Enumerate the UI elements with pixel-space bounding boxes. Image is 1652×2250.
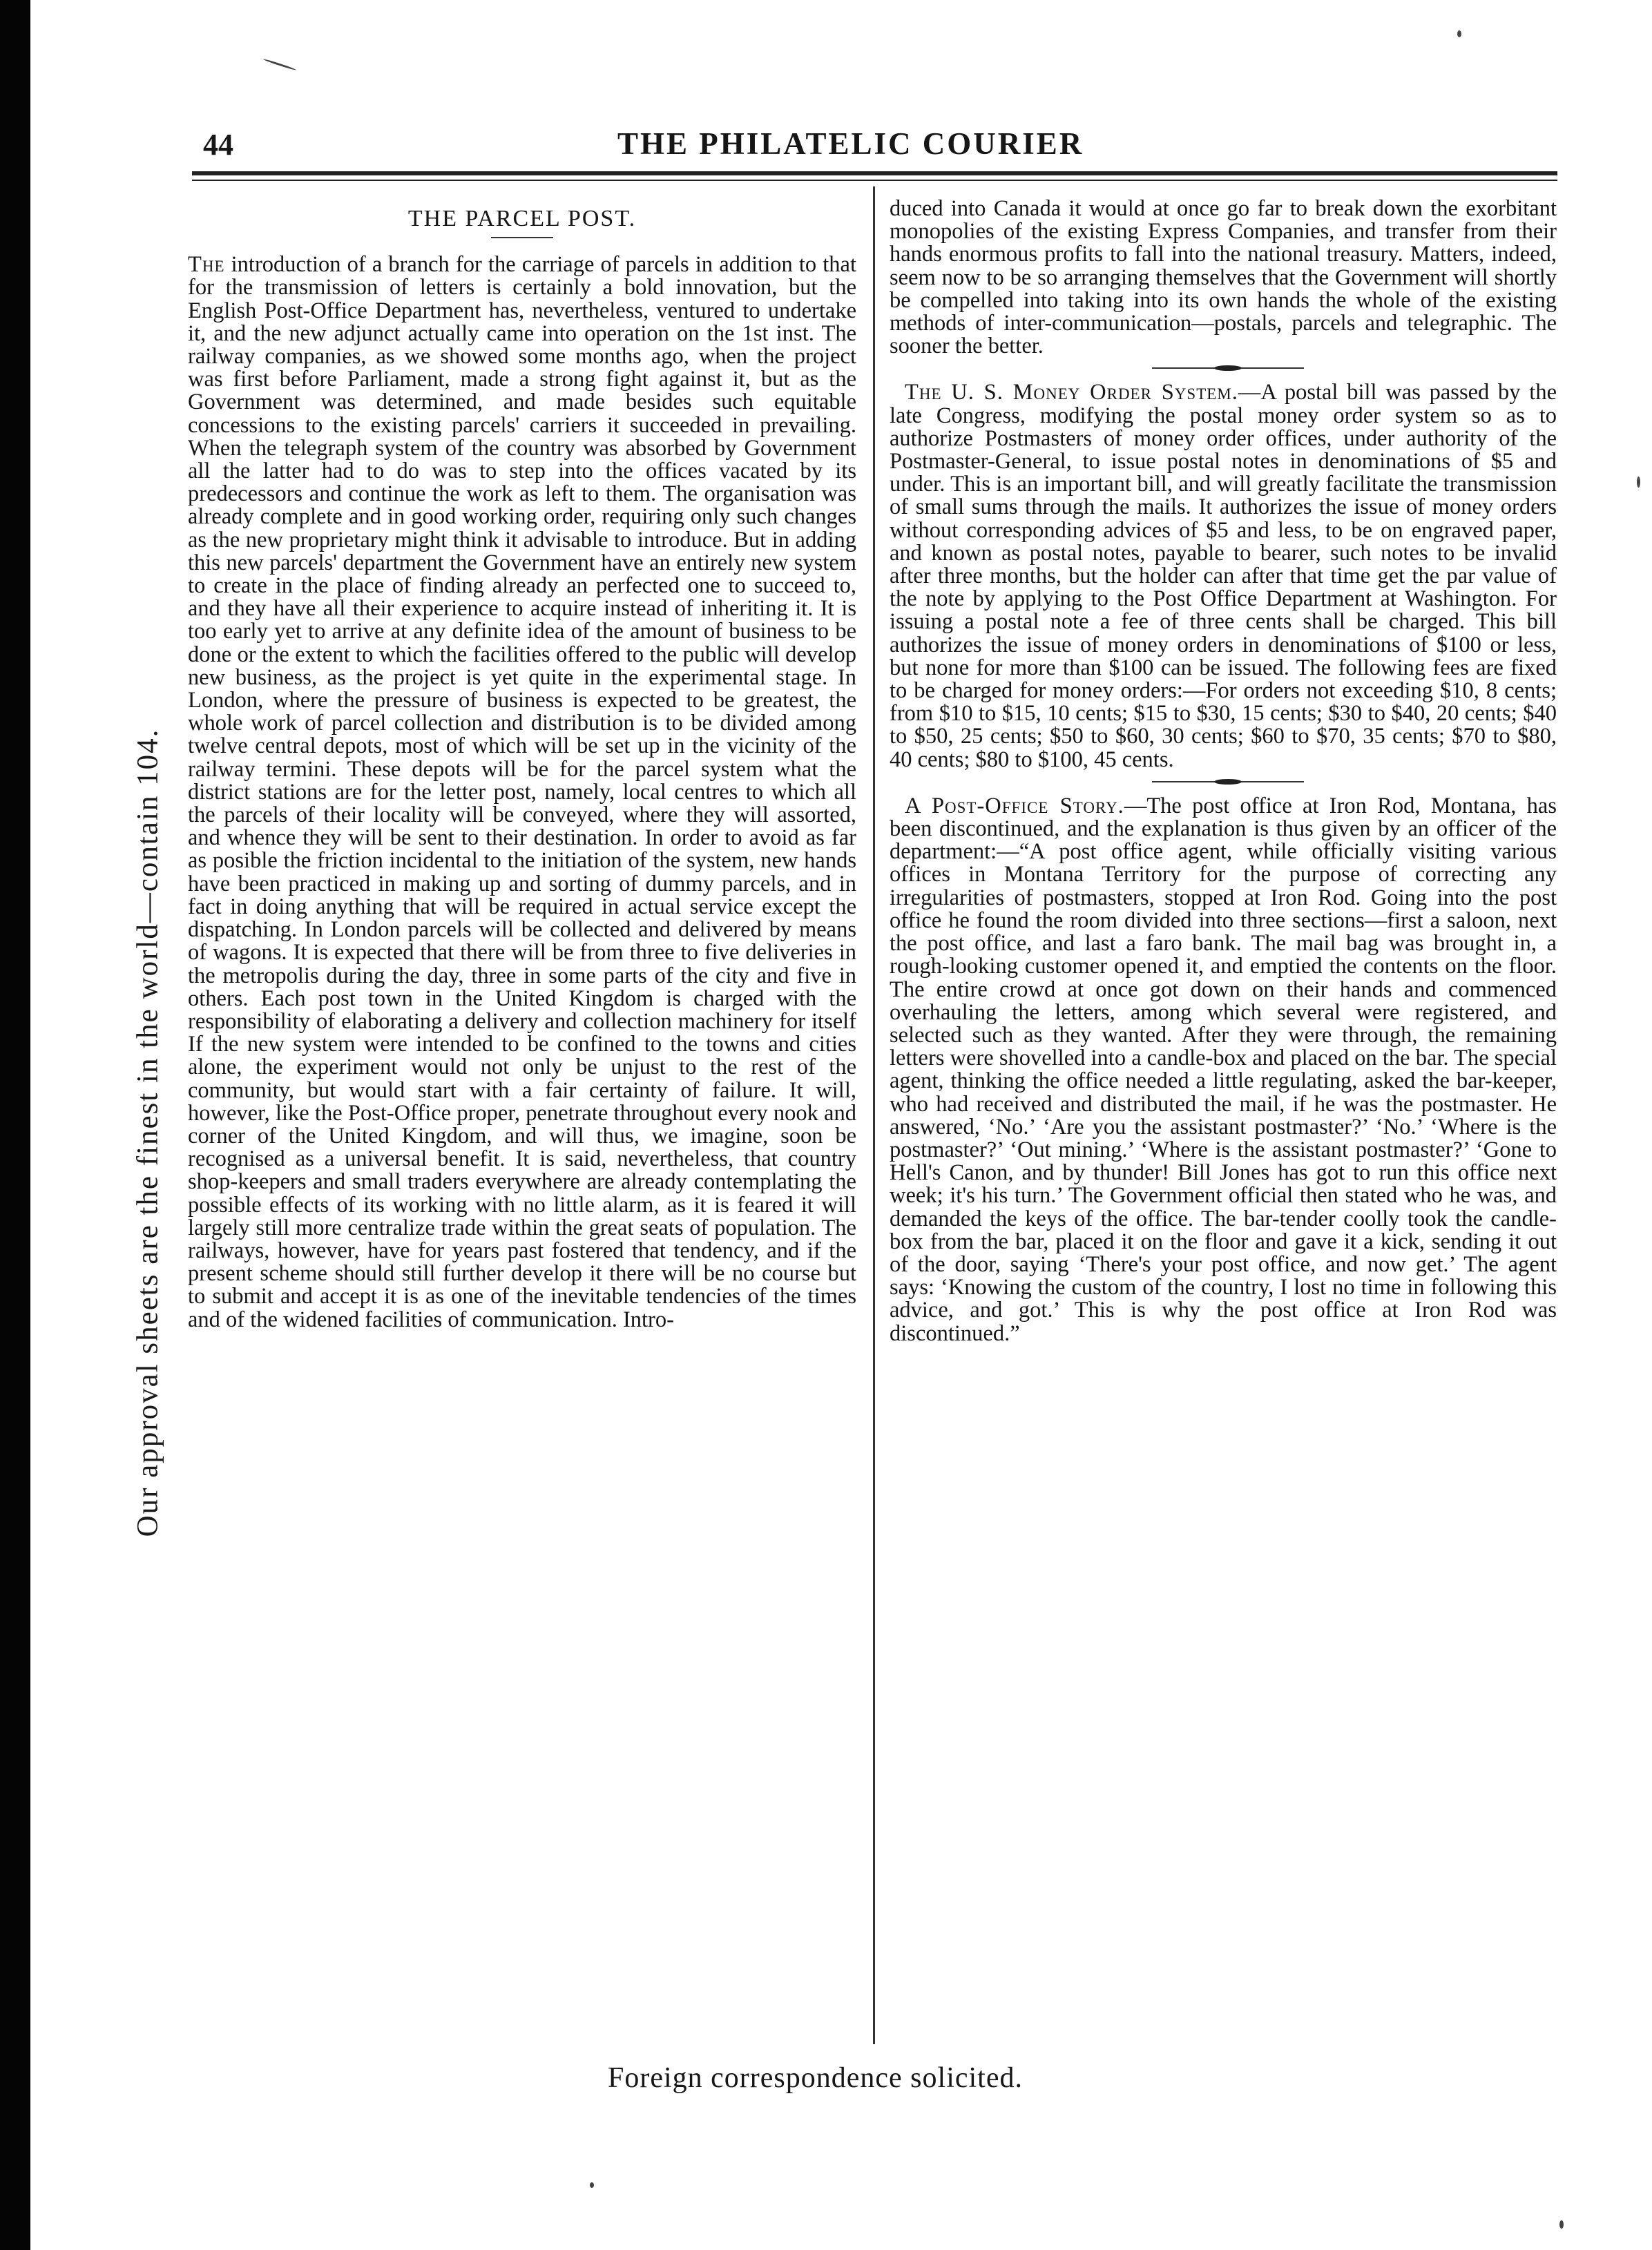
section-divider xyxy=(890,774,1557,789)
scan-mark xyxy=(1637,477,1640,488)
header-rule-thick xyxy=(192,171,1557,175)
post-office-story-text: —The post office at Iron Rod, Montana, has been discontinued, and the explanation is thus given by an officer of the department:—“A post office agent, while officially visiting various offices in Montana Territory for the purpose of correcting any irregularities of postmasters, stopped at Iron Rod. Going into the post office he found the room divided into three sections—first a saloon, next the post office, and last a faro bank. The mail bag was brought in, a rough-looking customer opened it, and emptied the contents on the floor. The entire crowd at once got down on their hands and commenced overhauling the letters, among which several were registered, and selected such as they wanted. After they were through, the remaining letters were shovelled into a candle-box and placed on the bar. The special agent, thinking the office needed a little regulating, asked the bar-keeper, who had received and distributed the mail, if he was the postmaster. He answered, ‘No.’ ‘Are you the assistant postmaster?’ ‘No.’ ‘Where is the postmaster?’ ‘Out mining.’ ‘Where is the assistant postmaster?’ ‘Gone to Hell's Canon, and by thunder! Bill Jones has got to run this office next week; it's his turn.’ The Government official then stated who he was, and demanded the keys of the office. The bar-tender coolly took the candle-box from the bar, placed it on the floor and gave it a kick, sending it out of the door, saying ‘There's your post office, and now get.’ The agent says: ‘Knowing the custom of the country, I lost no time in following this advice, and got.’ This is why the post office at Iron Rod was discontinued.” xyxy=(890,793,1557,1346)
post-office-story-heading: A Post-Office Story. xyxy=(905,793,1124,818)
vertical-advertisement: Our approval sheets are the finest in the world—contain 104. xyxy=(131,728,164,1537)
lead-word: The xyxy=(188,252,225,278)
money-order-heading: The U. S. Money Order System. xyxy=(905,380,1238,405)
section-divider xyxy=(890,360,1557,376)
header-rule-thin xyxy=(192,180,1557,181)
title-rule xyxy=(491,237,553,238)
page-number: 44 xyxy=(203,128,233,162)
parcel-post-continuation: duced into Canada it would at once go far to break down the exorbitant monopolies of the existing Express Companies, and transfer from their hands enormous profits to fall into the national treasury. Matters, indeed, seem now to be so arranging themselves that the Government will shortly be compelled into taking into its own hands the whole of the existing methods of inter-communication—postals, parcels and telegraphic. The sooner the better. xyxy=(890,196,1557,359)
post-office-story-article xyxy=(890,795,1557,1345)
column-divider xyxy=(873,186,875,2044)
scan-mark xyxy=(1559,2220,1564,2229)
scan-mark xyxy=(590,2182,594,2188)
scan-mark xyxy=(1457,30,1461,37)
money-order-text: —A postal bill was passed by the late Congress, modifying the postal money order system so as to authorize Postmasters of money order offices, under authority of the Postmaster-General, to issue postal notes in denominations of $5 and under. This is an important bill, and will greatly facilitate the transmission of small sums through the mails. It authorizes the issue of money orders without corresponding advices of $5 and less, to be on engraved paper, and known as postal notes, payable to bearer, such notes to be invalid after three months, but the holder can after that time get the par value of the note by applying to the Post Office Department at Washington. For issuing a postal note a fee of three cents shall be charged. This bill authorizes the issue of money orders in denominations of $100 or less, but none for more than $100 can be issued. The following fees are fixed to be charged for money orders:—For orders not exceeding $10, 8 cents; from $10 to $15, 10 cents; $15 to $30, 15 cents; $30 to $40, 20 cents; $40 to $50, 25 cents; $50 to $60, 30 cents; $60 to $70, 35 cents; $70 to $80, 40 cents; $80 to $100, 45 cents. xyxy=(890,380,1557,772)
scan-edge-bar xyxy=(0,0,30,2250)
footer-notice: Foreign correspondence solicited. xyxy=(608,2062,1023,2094)
money-order-article xyxy=(890,381,1557,771)
article-body xyxy=(188,253,856,1331)
running-head: THE PHILATELIC COURIER xyxy=(617,126,1084,161)
left-column xyxy=(188,198,856,1331)
right-column xyxy=(890,198,1557,1345)
scan-mark xyxy=(263,58,296,70)
parcel-post-text: introduction of a branch for the carriage of parcels in addition to that for the transmission of letters is certainly a bold innovation, but the English Post-Office Department has, nevertheless, ventured to undertake it, and the new adjunct actually came into operation on the 1st inst. The railway companies, as we showed some months ago, when the project was first before Parliament, made a strong fight against it, but as the Government was determined, and made besides such equitable concessions to the existing parcels' carriers it succeeded in prevailing. When the telegraph system of the country was absorbed by Government all the latter had to do was to step into the offices vacated by its predecessors and continue the work as left to them. The organisation was already complete and in good working order, requiring only such changes as the new proprietary might think it advisable to introduce. But in adding this new parcels' department the Government have an entirely new system to create in the place of finding already an perfected one to succeed to, and they have all their experience to acquire instead of inheriting it. It is too early yet to arrive at any definite idea of the amount of business to be done or the extent to which the facilities offered to the public will develop new business, as the project is yet quite in the experimental stage. In London, where the pressure of business is expected to be greatest, the whole work of parcel collection and distribution is to be divided among twelve central depots, most of which will be set up in the vicinity of the railway termini. These depots will be for the parcel system what the district stations are for the letter post, namely, local centres to which all the parcels of their locality will be conveyed, where they will assorted, and whence they will be sent to their destination. In order to avoid as far as posible the friction incidental to the initiation of the system, new hands have been practiced in making up and sorting of dummy parcels, and in fact in doing anything that will be required in actual service except the dispatching. In London parcels will be collected and delivered by means of wagons. It is expected that there will be from three to five deliveries in the metropolis during the day, three in some parts of the city and five in others. Each post town in the United Kingdom is charged with the responsibility of elaborating a delivery and collection machinery for itself If the new system were intended to be confined to the towns and cities alone, the experiment would not only be unjust to the rest of the community, but would start with a fair certainty of failure. It will, however, like the Post-Office proper, penetrate throughout every nook and corner of the United Kingdom, and will thus, we imagine, soon be recognised as a universal benefit. It is said, nevertheless, that country shop-keepers and small traders everywhere are already contemplating the possible effects of its working with no little alarm, as it is feared it will largely still more centralize trade within the great seats of population. The railways, however, have for years past fostered that tendency, and if the present scheme should still further develop it there will be no course but to submit and accept it is as one of the inevitable tendencies of the times and of the widened facilities of communication. Intro- xyxy=(188,252,856,1332)
article-title: THE PARCEL POST. xyxy=(407,206,637,231)
